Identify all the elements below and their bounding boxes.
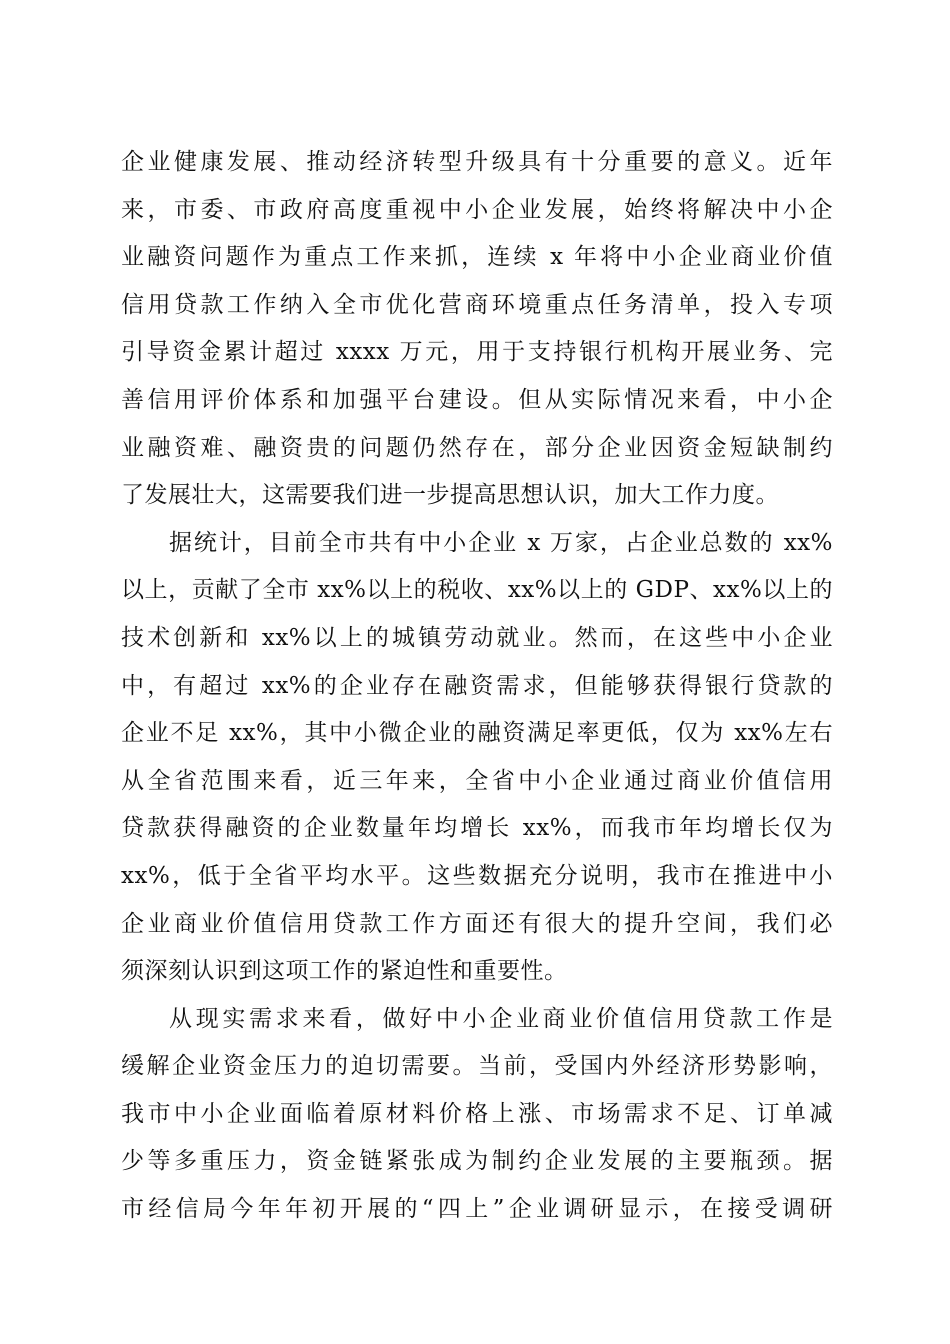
text-line: 善信用评价体系和加强平台建设。但从实际情况来看，中小企 [121, 386, 833, 413]
text-line: 少等多重压力，资金链紧张成为制约企业发展的主要瓶颈。据 [121, 1148, 833, 1175]
document-body [121, 139, 833, 1234]
text-line: 据统计，目前全市共有中小企业 x 万家，占企业总数的 xx% [169, 529, 833, 556]
text-line: 企业健康发展、推动经济转型升级具有十分重要的意义。近年 [121, 149, 833, 175]
text-line: xx%，低于全省平均水平。这些数据充分说明，我市在推进中小 [121, 862, 833, 889]
text-line: 中，有超过 xx%的企业存在融资需求，但能够获得银行贷款的 [121, 672, 833, 699]
text-line: 企业不足 xx%，其中小微企业的融资满足率更低，仅为 xx%左右 [121, 720, 833, 747]
text-line: 了发展壮大，这需要我们进一步提高思想认识，加大工作力度。 [121, 482, 779, 509]
text-line: 业融资问题作为重点工作来抓，连续 x 年将中小企业商业价值 [121, 244, 833, 271]
text-line: 缓解企业资金压力的迫切需要。当前，受国内外经济形势影响， [121, 1053, 833, 1080]
text-line: 须深刻认识到这项工作的紧迫性和重要性。 [121, 958, 568, 985]
text-line: 业融资难、融资贵的问题仍然存在，部分企业因资金短缺制约 [121, 434, 833, 461]
text-line: 从全省范围来看，近三年来，全省中小企业通过商业价值信用 [121, 767, 833, 794]
paragraph-3 [121, 996, 833, 1234]
paragraph-1 [121, 139, 833, 520]
text-line: 从现实需求来看，做好中小企业商业价值信用贷款工作是 [169, 1005, 833, 1032]
text-line: 来，市委、市政府高度重视中小企业发展，始终将解决中小企 [121, 196, 833, 223]
text-line: 技术创新和 xx%以上的城镇劳动就业。然而，在这些中小企业 [121, 624, 833, 651]
paragraph-2 [121, 520, 833, 996]
text-line: 贷款获得融资的企业数量年均增长 xx%，而我市年均增长仅为 [121, 815, 833, 842]
text-line: 我市中小企业面临着原材料价格上涨、市场需求不足、订单减 [121, 1100, 833, 1127]
text-line: 引导资金累计超过 xxxx 万元，用于支持银行机构开展业务、完 [121, 339, 833, 366]
text-line: 信用贷款工作纳入全市优化营商环境重点任务清单，投入专项 [121, 291, 833, 318]
text-line: 企业商业价值信用贷款工作方面还有很大的提升空间，我们必 [121, 910, 833, 937]
text-line: 以上，贡献了全市 xx%以上的税收、xx%以上的 GDP、xx%以上的 [121, 577, 833, 604]
text-line: 市经信局今年年初开展的“四上”企业调研显示，在接受调研 [121, 1196, 833, 1223]
